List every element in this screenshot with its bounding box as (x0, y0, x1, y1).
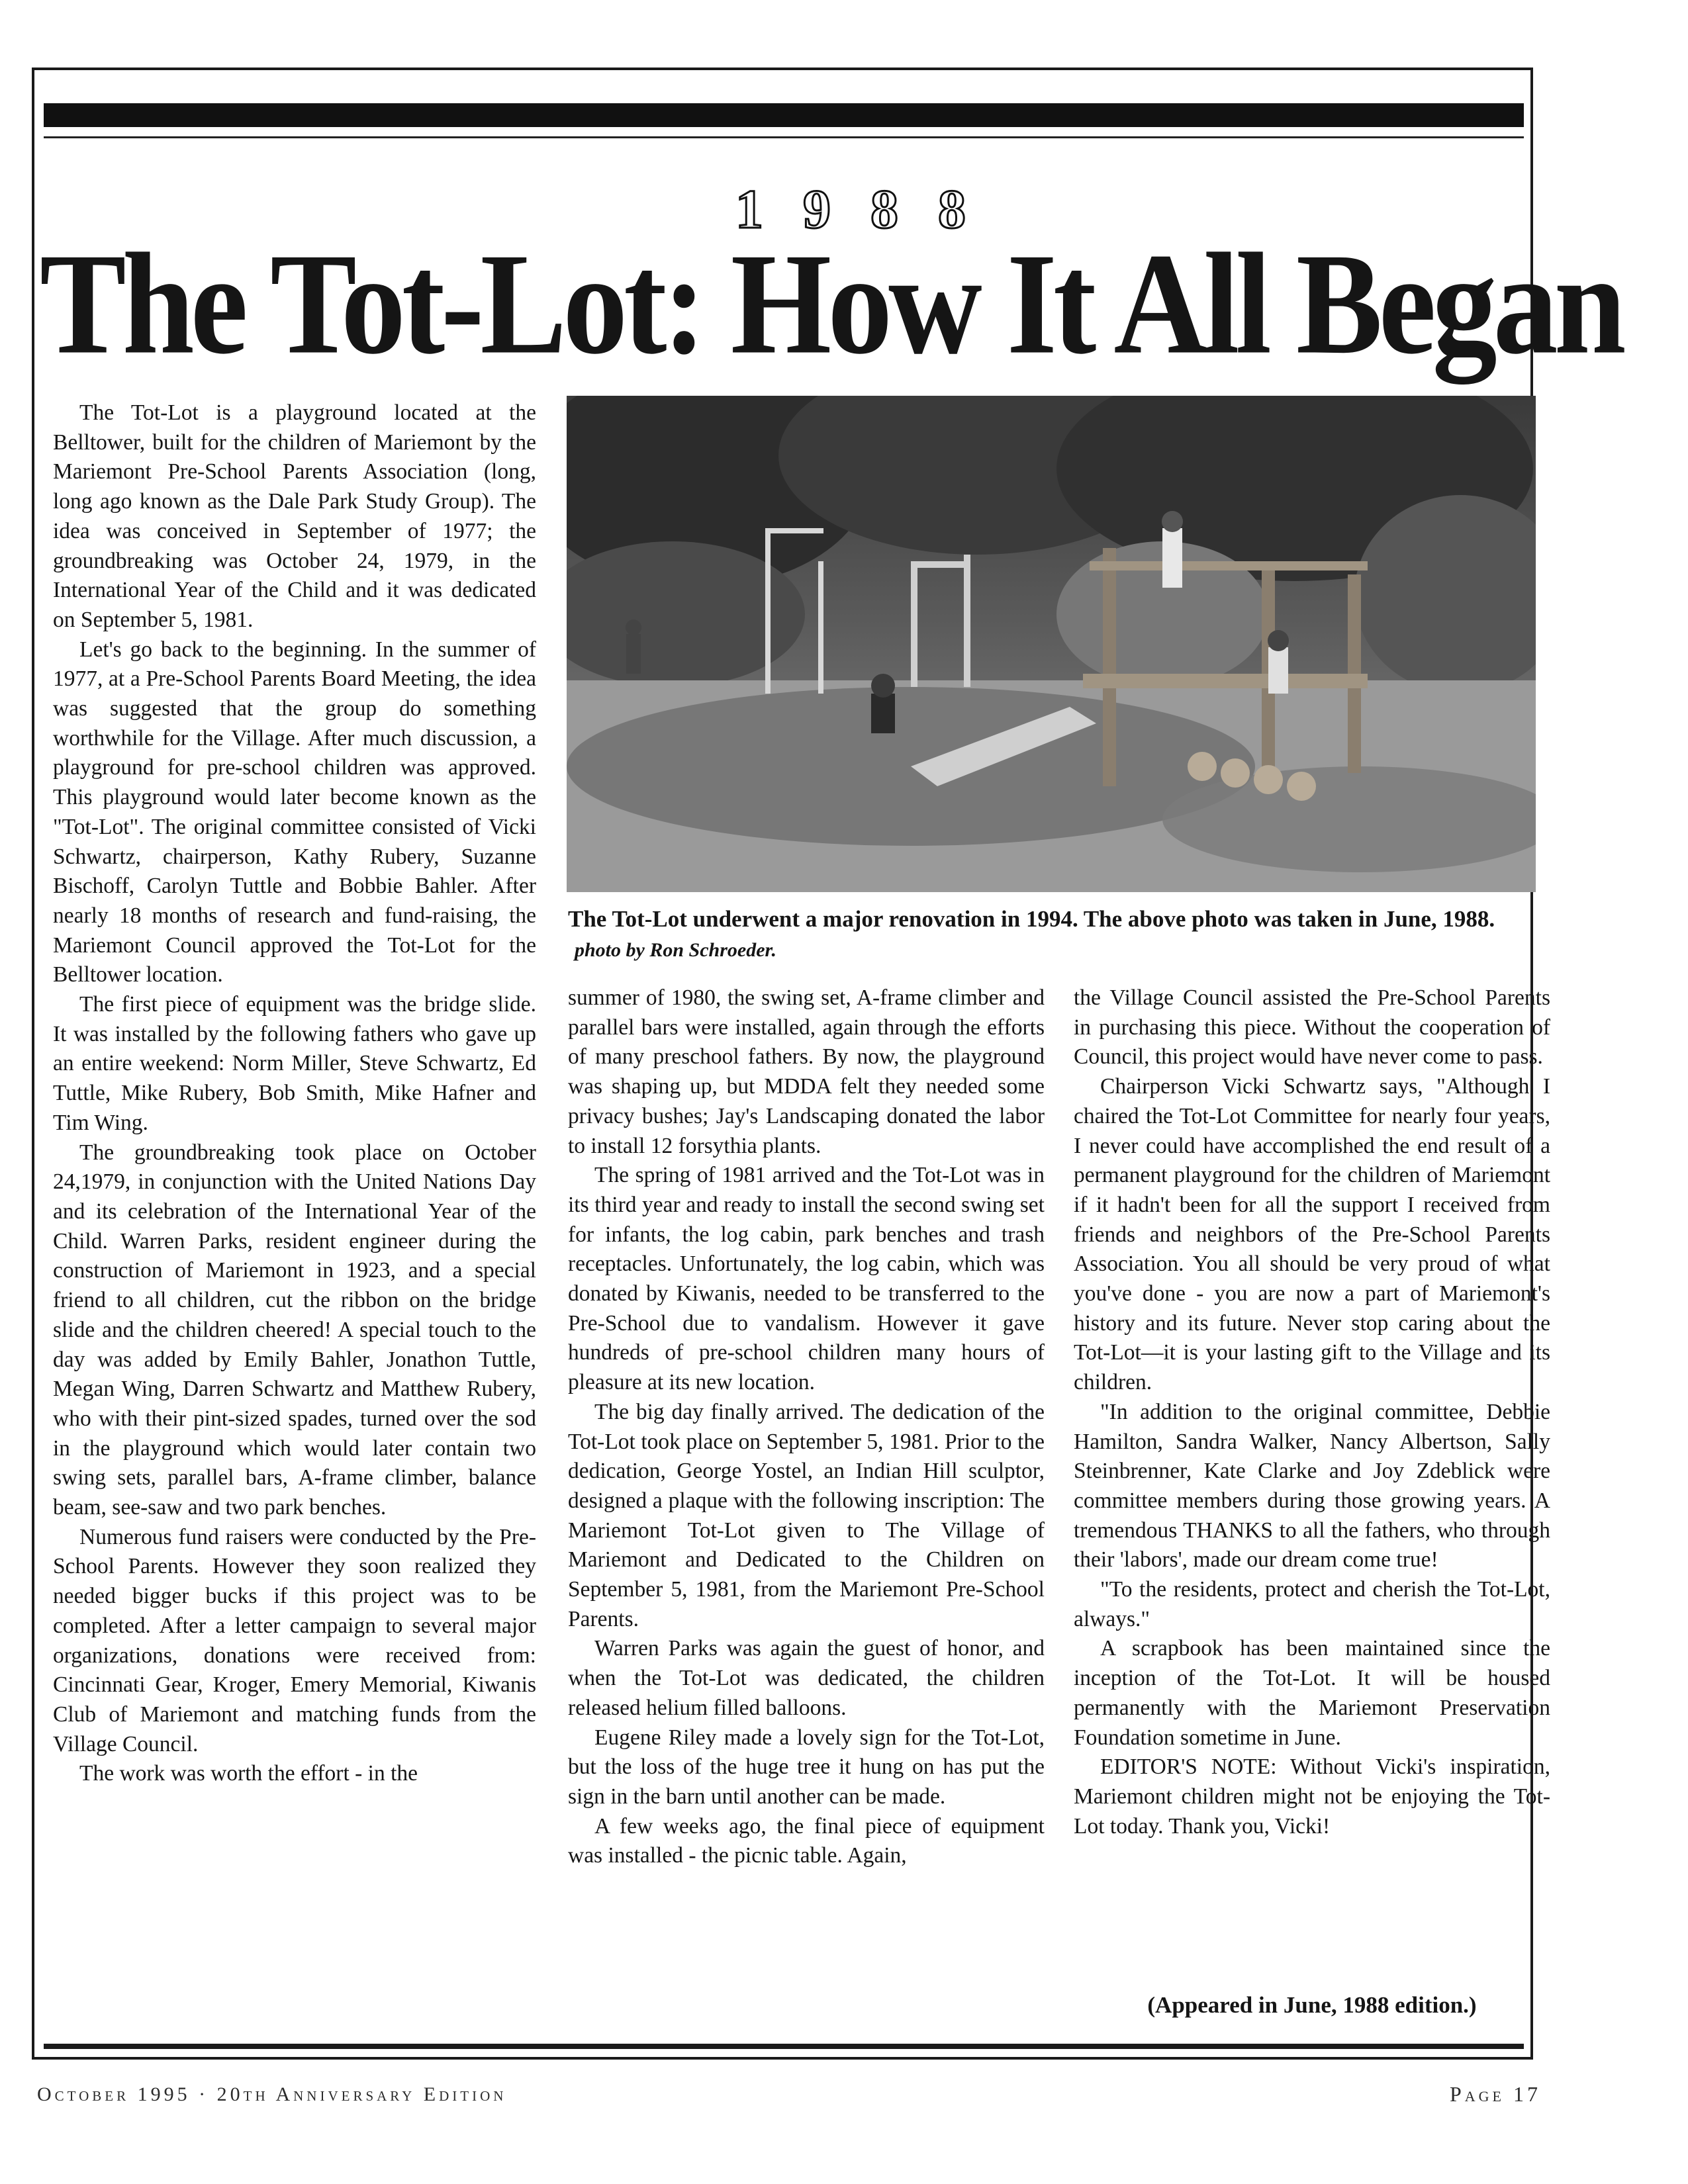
caption-text: The Tot-Lot underwent a major renovation in 1994. The above photo was taken in June, 1988. (568, 906, 1495, 932)
playground-photo (567, 396, 1536, 892)
paragraph: The work was worth the effort - in the (79, 1761, 418, 1786)
paragraph: The Tot-Lot is a playground located at the Belltower, built for the children of Mariemont by the Mariemont Pre-School Parents Association (long, long ago known as the Dale Park Study Group). The idea was conceived in September of 1977; the groundbreaking was October 24, 1979, in the International Year of the Child and it was dedicated on September 5, 1981. (53, 400, 536, 632)
appeared-note: (Appeared in June, 1988 edition.) (1147, 1992, 1477, 2018)
paragraph: Numerous fund raisers were conducted by the Pre-School Parents. However they soon realized they needed bigger bucks if this project was to be completed. After a letter campaign to several major organizations, donations were received from: Cincinnati Gear, Kroger, Emery Memorial, Kiwanis Club of Mariemont and matching funds from the Village Council. (53, 1524, 536, 1756)
footer-edition: October 1995 · 20th Anniversary Edition (37, 2083, 507, 2105)
paragraph: the Village Council assisted the Pre-School Parents in purchasing this piece. Without the cooperation of Council, this project would have never come to pass. (1074, 985, 1550, 1069)
paragraph: The big day finally arrived. The dedication of the Tot-Lot took place on September 5, 1981. Prior to the dedication, George Yostel, an Indian Hill sculptor, designed a plaque with the following inscription: The Mariemont Tot-Lot given to The Village of Mariemont and Dedicated to the Children on September 5, 1981, from the Mariemont Pre-School Parents. (568, 1399, 1045, 1631)
article-column-2 (568, 983, 1045, 2029)
footer-page-number: Page 17 (1449, 2082, 1541, 2106)
article-headline: The Tot-Lot: How It All Began (40, 223, 1622, 385)
paragraph: summer of 1980, the swing set, A-frame climber and parallel bars were installed, again through the efforts of many preschool fathers. By now, the playground was shaping up, but MDDA felt they needed some privacy bushes; Jay's Landscaping donated the labor to install 12 forsythia plants. (568, 985, 1045, 1158)
article-column-1 (53, 398, 536, 2026)
paragraph: A few weeks ago, the final piece of equipment was installed - the picnic table. Again, (568, 1813, 1045, 1868)
paragraph: A scrapbook has been maintained since the inception of the Tot-Lot. It will be housed permanently with the Mariemont Preservation Foundation sometime in June. (1074, 1636, 1550, 1750)
paragraph: EDITOR'S NOTE: Without Vicki's inspiration, Mariemont children might not be enjoying the Tot-Lot today. Thank you, Vicki! (1074, 1754, 1550, 1839)
paragraph: Let's go back to the beginning. In the summer of 1977, at a Pre-School Parents Board Meeting, the idea was suggested that the group do something worthwhile for the Village. After much discussion, a playground for pre-school children was approved. This playground would later become known as the "Tot-Lot". The original committee consisted of Vicki Schwartz, chairperson, Kathy Rubery, Suzanne Bischoff, Carolyn Tuttle and Bobbie Bahler. After nearly 18 months of research and fund-raising, the Mariemont Council approved the Tot-Lot for the Belltower location. (53, 637, 536, 987)
top-thin-rule (44, 136, 1524, 138)
top-thick-rule (44, 103, 1524, 127)
paragraph: "In addition to the original committee, Debbie Hamilton, Sandra Walker, Nancy Albertson, Sally Steinbrenner, Kate Clarke and Joy Zdeblick were committee members during those growing years. A tremendous THANKS to all the fathers, who through their 'labors', made our dream come true! (1074, 1399, 1550, 1572)
paragraph: The spring of 1981 arrived and the Tot-Lot was in its third year and ready to install the second swing set for infants, the log cabin, park benches and trash receptacles. Unfortunately, the log cabin, which was donated by Kiwanis, needed to be transferred to the Pre-School due to vandalism. However it gave hundreds of pre-school children many hours of pleasure at its new location. (568, 1163, 1045, 1395)
paragraph: The first piece of equipment was the bridge slide. It was installed by the following fathers who gave up an entire weekend: Norm Miller, Steve Schwartz, Ed Tuttle, Mike Rubery, Bob Smith, Mike Hafner and Tim Wing. (53, 992, 536, 1135)
article-column-3 (1074, 983, 1550, 2003)
paragraph: Eugene Riley made a lovely sign for the Tot-Lot, but the loss of the huge tree it hung on has put the sign in the barn until another can be made. (568, 1725, 1045, 1809)
paragraph: The groundbreaking took place on October 24,1979, in conjunction with the United Nations Day and its celebration of the International Year of the Child. Warren Parks, resident engineer during the construction of Mariemont in 1923, and a special friend to all children, cut the ribbon on the bridge slide and the children cheered! A special touch to the day was added by Emily Bahler, Jonathon Tuttle, Megan Wing, Darren Schwartz and Matthew Rubery, who with their pint-sized spades, turned over the sod in the playground which would later contain two swing sets, parallel bars, A-frame climber, balance beam, see-saw and two park benches. (53, 1140, 536, 1520)
paragraph: Chairperson Vicki Schwartz says, "Although I chaired the Tot-Lot Committee for nearly four years, I never could have accomplished the end result of a permanent playground for the children of Mariemont if it hadn't been for all the support I received from friends and neighbors of the Pre-School Parents Association. You all should be very proud of what you've done - you are now a part of Mariemont's history and its future. Never stop caring about the Tot-Lot—it is your lasting gift to the Village and its children. (1074, 1074, 1550, 1395)
year-heading: 1988 (735, 179, 1006, 240)
paragraph: Warren Parks was again the guest of honor, and when the Tot-Lot was dedicated, the children released helium filled balloons. (568, 1636, 1045, 1720)
paragraph: "To the residents, protect and cherish the Tot-Lot, always." (1074, 1577, 1550, 1631)
bottom-rule (44, 2044, 1524, 2049)
photo-credit: photo by Ron Schroeder. (575, 939, 777, 961)
photo-caption (568, 904, 1534, 965)
playground-photo-illustration (567, 396, 1536, 892)
